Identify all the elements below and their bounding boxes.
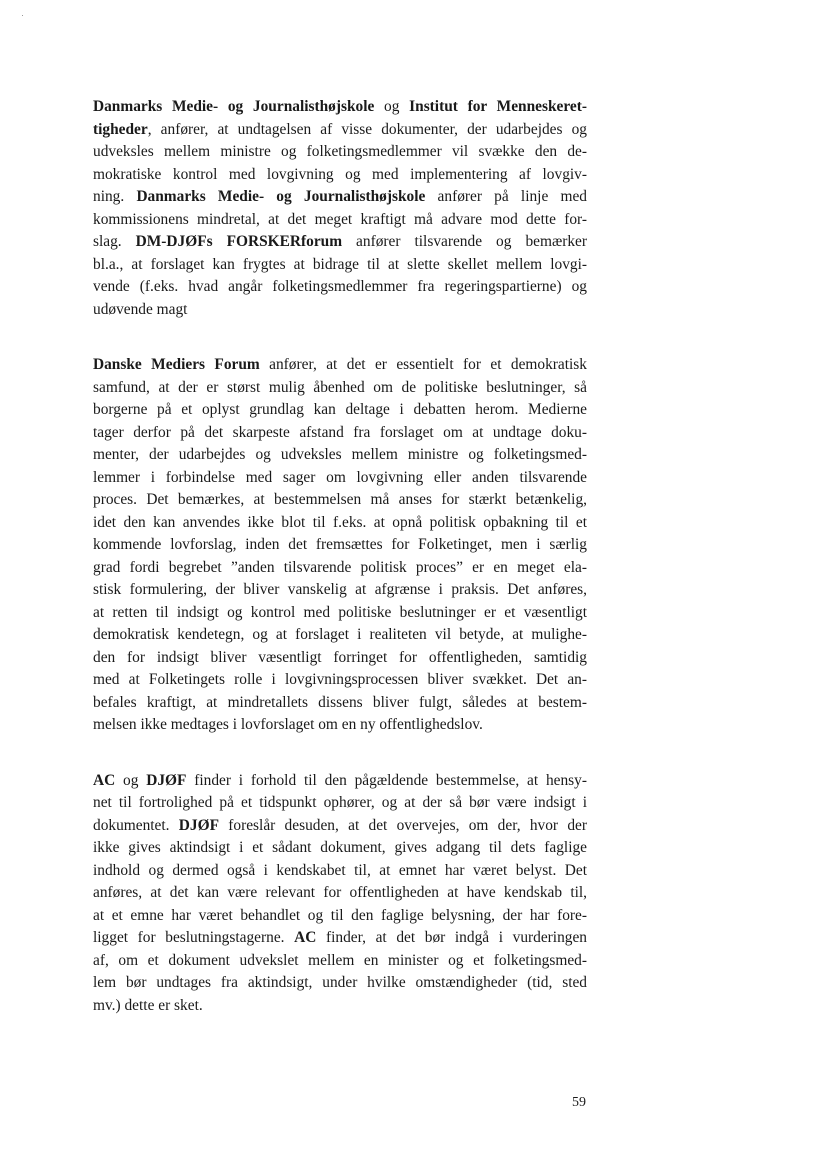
text-run: finder, at det bør indgå i vurderingen xyxy=(316,929,587,946)
text-run: tager derfor på det skarpeste afstand fra forslaget om at undtage doku- xyxy=(93,423,587,441)
bold-organization-name: AC xyxy=(294,929,317,946)
text-line xyxy=(93,141,587,164)
paragraph-2 xyxy=(93,354,587,737)
text-run: udøvende magt xyxy=(93,300,188,318)
text-run: stisk formulering, der bliver vanskelig at afgrænse i praksis. Det anføres, xyxy=(93,581,587,598)
text-line xyxy=(93,950,587,973)
scan-speck xyxy=(22,15,23,16)
text-line xyxy=(93,276,587,299)
text-line xyxy=(93,669,587,692)
text-run: samfund, at der er størst mulig åbenhed om de politiske beslutninger, så xyxy=(93,378,587,396)
text-line xyxy=(93,254,587,277)
text-line xyxy=(93,927,587,950)
text-run: idet den kan anvendes ikke blot til f.eks. at opnå politisk opbakning til et xyxy=(93,513,587,531)
text-run: , anfører, at undtagelsen af visse dokumenter, der udarbejdes og xyxy=(147,120,587,138)
text-run: mv.) dette er sket. xyxy=(93,996,203,1014)
text-run: borgerne på et oplyst grundlag kan deltage i debatten herom. Medierne xyxy=(93,401,587,418)
text-line xyxy=(93,164,587,187)
text-line xyxy=(93,714,587,737)
text-run: finder i forhold til den pågældende bestemmelse, at hensy- xyxy=(186,771,587,789)
text-run: ligget for beslutningstagerne. xyxy=(93,929,295,946)
text-line xyxy=(93,231,587,254)
text-line xyxy=(93,422,587,445)
text-line xyxy=(93,792,587,815)
text-line xyxy=(93,972,587,995)
text-line xyxy=(93,96,587,119)
bold-organization-name: tigheder xyxy=(93,120,148,138)
text-line xyxy=(93,860,587,883)
text-line xyxy=(93,647,587,670)
text-run: anfører på linje med xyxy=(425,188,587,205)
bold-organization-name: DJØF xyxy=(178,816,219,834)
bold-organization-name: Institut for Menneskeret- xyxy=(409,98,587,115)
paragraph-3 xyxy=(93,770,587,1018)
text-line xyxy=(93,399,587,422)
text-run: slag. xyxy=(93,233,136,250)
text-line xyxy=(93,815,587,838)
text-line xyxy=(93,299,587,322)
text-run: og xyxy=(374,98,410,115)
text-run: proces. Det bemærkes, at bestemmelsen må anses for stærkt betænkelig, xyxy=(93,491,587,508)
text-run: melsen ikke medtages i lovforslaget om en ny offentlighedslov. xyxy=(93,716,483,733)
bold-organization-name: Danske Mediers Forum xyxy=(93,356,260,373)
text-line xyxy=(93,882,587,905)
text-run: foreslår desuden, at det overvejes, om der, hvor der xyxy=(218,816,587,834)
text-run: og xyxy=(115,771,147,789)
text-run: vende (f.eks. hvad angår folketingsmedlemmer fra regeringspartierne) og xyxy=(93,278,587,295)
text-run: kommissionens mindretal, at det meget kraftigt må advare mod dette for- xyxy=(93,210,587,228)
text-line xyxy=(93,624,587,647)
text-run: befales kraftigt, at mindretallets dissens bliver fulgt, således at bestem- xyxy=(93,693,587,711)
document-body xyxy=(93,96,587,1050)
text-line xyxy=(93,602,587,625)
text-run: menter, der udarbejdes og udveksles mellem ministre og folketingsmed- xyxy=(93,446,587,463)
page-number: 59 xyxy=(572,1095,586,1110)
text-run: anfører, at det er essentielt for et demokratisk xyxy=(259,356,587,373)
text-line xyxy=(93,837,587,860)
text-line xyxy=(93,377,587,400)
text-run: demokratisk kendetegn, og at forslaget i realiteten vil betyde, at mulighe- xyxy=(93,626,587,643)
text-line xyxy=(93,209,587,232)
text-run: af, om et dokument udvekslet mellem en minister og et folketingsmed- xyxy=(93,951,587,969)
text-line xyxy=(93,354,587,377)
text-line xyxy=(93,557,587,580)
bold-organization-name: DM-DJØFs FORSKERforum xyxy=(135,233,343,250)
text-run: bl.a., at forslaget kan frygtes at bidrage til at slette skellet mellem lovgi- xyxy=(93,255,587,273)
text-run: net til fortrolighed på et tidspunkt ophører, og at der så bør være indsigt i xyxy=(93,794,587,811)
text-run: kommende lovforslag, inden det fremsættes for Folketinget, men i særlig xyxy=(93,536,587,553)
text-run: med at Folketingets rolle i lovgivningsprocessen bliver svækket. Det an- xyxy=(93,671,587,688)
text-run: anføres, at det kan være relevant for offentligheden at have kendskab til, xyxy=(93,884,587,901)
text-line xyxy=(93,444,587,467)
text-line xyxy=(93,770,587,793)
text-run: anfører tilsvarende og bemærker xyxy=(342,233,587,250)
text-line xyxy=(93,467,587,490)
text-line xyxy=(93,579,587,602)
text-line xyxy=(93,186,587,209)
text-run: mokratiske kontrol med lovgivning og med implementering af lovgiv- xyxy=(93,165,587,183)
text-line xyxy=(93,512,587,535)
text-run: dokumentet. xyxy=(93,816,179,834)
text-line xyxy=(93,692,587,715)
text-line xyxy=(93,534,587,557)
paragraph-1 xyxy=(93,96,587,321)
text-line xyxy=(93,995,587,1018)
text-run: lemmer i forbindelse med sager om lovgivning eller anden tilsvarende xyxy=(93,468,587,486)
text-run: den for indsigt bliver væsentligt forringet for offentligheden, samtidig xyxy=(93,648,587,666)
bold-organization-name: Danmarks Medie- og Journalisthøjskole xyxy=(93,98,375,115)
text-run: at et emne har været behandlet og til den faglige belysning, der har fore- xyxy=(93,906,587,924)
text-run: grad fordi begrebet ”anden tilsvarende politisk proces” er en meget ela- xyxy=(93,558,587,576)
text-run: at retten til indsigt og kontrol med politiske beslutninger er et væsentligt xyxy=(93,603,587,621)
bold-organization-name: AC xyxy=(93,771,116,789)
text-line xyxy=(93,119,587,142)
text-run: indhold og dermed også i kendskabet til, at emnet har været belyst. Det xyxy=(93,861,587,879)
bold-organization-name: Danmarks Medie- og Journalisthøjskole xyxy=(136,188,426,205)
text-run: udveksles mellem ministre og folketingsmedlemmer vil svække den de- xyxy=(93,143,587,160)
text-run: lem bør undtages fra aktindsigt, under hvilke omstændigheder (tid, sted xyxy=(93,974,587,991)
bold-organization-name: DJØF xyxy=(146,771,187,789)
text-line xyxy=(93,905,587,928)
text-run: ning. xyxy=(93,188,137,205)
text-line xyxy=(93,489,587,512)
text-run: ikke gives aktindsigt i et sådant dokument, gives adgang til dets faglige xyxy=(93,839,587,856)
